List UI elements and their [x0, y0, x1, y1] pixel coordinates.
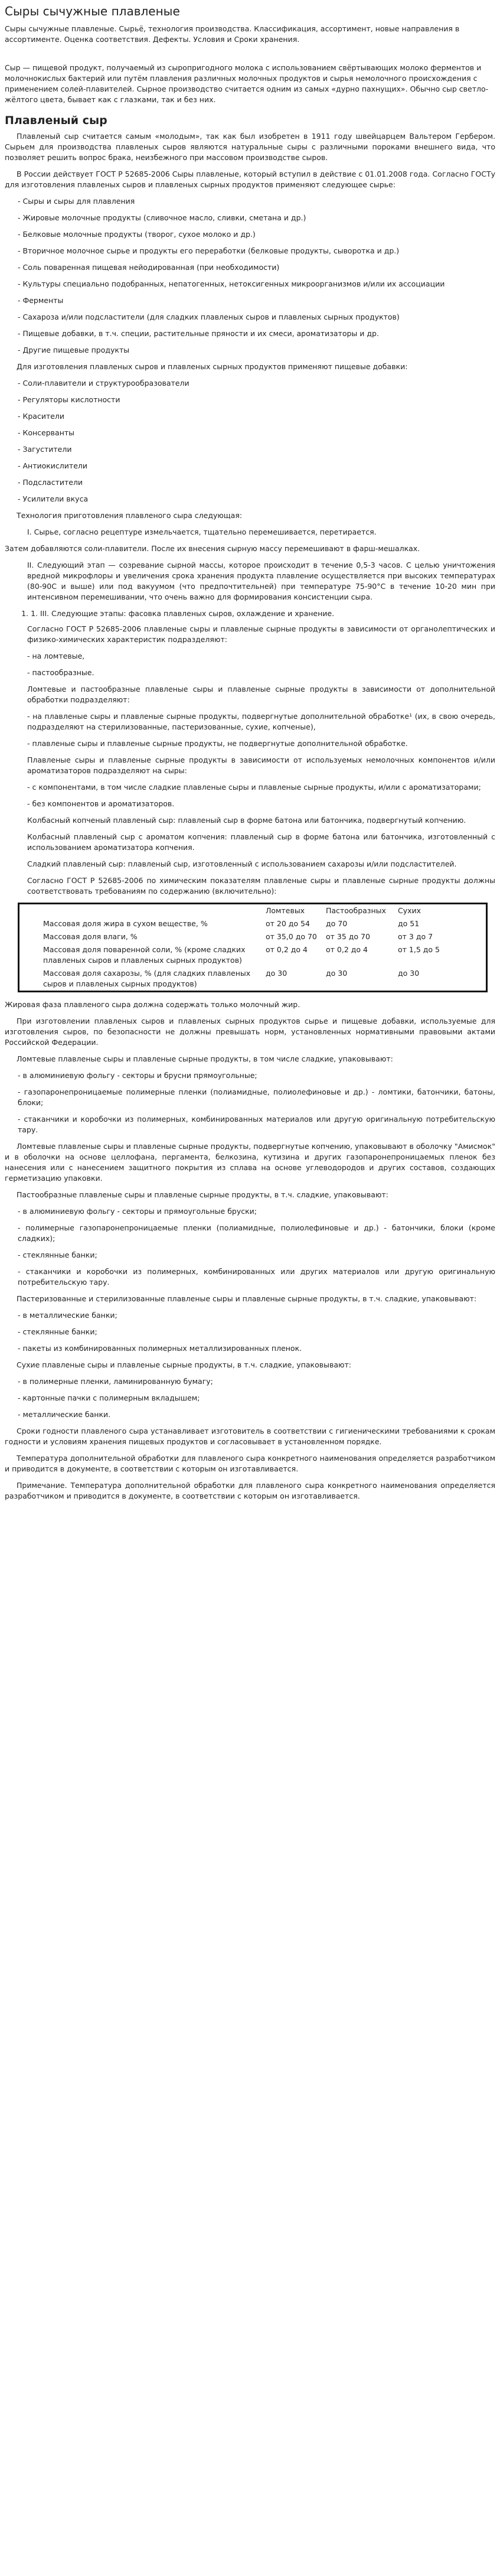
list-item: - Соль поваренная пищевая нейодированная (при необходимости): [18, 263, 280, 272]
list-item: - Загустители: [18, 445, 72, 454]
packaging-sterilized-intro: Пастеризованные и стерилизованные плавленые сыры и плавленые сырные продукты, в т.ч. сладкие, упаковывают:: [17, 1294, 477, 1303]
list-item: - в полимерные пленки, ламинированную бумагу;: [18, 1377, 213, 1386]
table-cell: от 1,5 до 5: [398, 945, 440, 954]
table-cell: Массовая доля жира в сухом веществе, %: [43, 919, 208, 928]
list-item: - Красители: [18, 412, 65, 421]
list-item: - стаканчики и коробочки из полимерных, комбинированных или других материалов или другую оригинальную потребительскую тару.: [18, 1267, 495, 1287]
table-cell: от 0,2 до 4: [326, 945, 368, 954]
definition-smoke-flavor: Колбасный плавленый сыр с ароматом копчения: плавленый сыр в форме батона или батончика, изготовленный с использованием ароматизатора копчения.: [27, 832, 495, 852]
list-item: - Другие пищевые продукты: [18, 346, 130, 354]
page-title: Сыры сычужные плавленые: [5, 4, 180, 18]
components-intro: Плавленые сыры и плавленые сырные продукты в зависимости от используемых немолочных компонентов и/или ароматизаторов подразделяют на сыры:: [27, 755, 495, 775]
table-cell: Массовая доля влаги, %: [43, 932, 138, 941]
list-item: - на ломтевые,: [27, 652, 85, 660]
table-row: [19, 967, 487, 992]
packaging-smoked: Ломтевые плавленые сыры и плавленые сырные продукты, подвергнутые копчению, упаковывают в оболочку "Амисмок" и в оболочки на основе целлофана, пергамента, белкозина, кутизина и других газопаронепроницаемых пленок без нанесения или с нанесением защитного покрытия из сплава на основе углеводородов и других составов, создающих герметизацию упаковки.: [5, 1142, 495, 1183]
list-item: - на плавленые сыры и плавленые сырные продукты, подвергнутые дополнительной обработке¹ (их, в свою очередь, подразделяют на стерилизованные, пастеризованные, сухие, копченые),: [27, 712, 495, 731]
packaging-paste-intro: Пастообразные плавленые сыры и плавленые сырные продукты, в т.ч. сладкие, упаковывают:: [17, 1190, 388, 1199]
safety-paragraph: При изготовлении плавленых сыров и плавленых сырных продуктов сырье и пищевые добавки, используемые для изготовления сыров, по безопасности не должны превышать норм, установленных нормативными правовыми актами Российской Федерации.: [5, 1017, 495, 1047]
table-header-row: [19, 904, 487, 918]
packaging-dry-intro: Сухие плавленые сыры и плавленые сырные продукты, в т.ч. сладкие, упаковывают:: [17, 1360, 352, 1369]
table-cell: до 51: [398, 919, 420, 928]
list-item: - металлические банки.: [18, 1410, 111, 1419]
list-item: - Белковые молочные продукты (творог, сухое молоко и др.): [18, 230, 256, 239]
nested-list: [31, 608, 495, 619]
tech-step-3: 1. 1. III. Следующие этапы: фасовка плавленых сыров, охлаждение и хранение.: [40, 608, 495, 619]
spacer: [5, 51, 495, 63]
list-item: - Сыры и сыры для плавления: [18, 197, 135, 206]
list-item: - Вторичное молочное сырье и продукты его переработки (белковые продукты, сыворотка и др.): [18, 246, 400, 255]
list-item: - газопаронепроницаемые полимерные пленки (полиамидные, полиолефиновые и др.) - ломтики, батончики, батоны, блоки;: [18, 1087, 495, 1107]
table-cell: от 35,0 до 70: [266, 932, 317, 941]
list-item: - Антиокислители: [18, 461, 88, 470]
list-item: - Консерванты: [18, 428, 75, 437]
list-item: - пастообразные.: [27, 668, 94, 677]
list-item: - с компонентами, в том числе сладкие плавленые сыры и плавленые сырные продукты, и/или с ароматизаторами;: [27, 783, 481, 792]
list-item: - Культуры специально подобранных, непатогенных, нетоксигенных микроорганизмов и/или их ассоциации: [18, 279, 445, 288]
tech-step-1: I. Сырье, согласно рецептуре измельчается, тщательно перемешивается, перетирается.: [27, 527, 377, 536]
table-header-cell: Пастообразных: [326, 906, 386, 915]
list-item: - в алюминиевую фольгу - секторы и прямоугольные бруски;: [18, 1207, 257, 1216]
definition-sweet: Сладкий плавленый сыр: плавленый сыр, изготовленный с использованием сахарозы и/или подсластителей.: [27, 859, 457, 868]
temperature-paragraph: Температура дополнительной обработки для плавленого сыра конкретного наименования определяется разработчиком и приводится в документе, в соответствии с которым он изготавливается.: [5, 1454, 495, 1473]
chemical-requirements-table: [18, 903, 488, 992]
gost-paragraph: В России действует ГОСТ Р 52685-2006 Сыры плавленые, который вступил в действие с 01.01.2008 года. Согласно ГОСТу для изготовления плавленых сыров и плавленых сырных продуктов применяют следующее сырье:: [5, 170, 495, 189]
table-row: [19, 917, 487, 930]
definition-smoked: Колбасный копченый плавленый сыр: плавленый сыр в форме батона или батончика, подвергнутый копчению.: [27, 816, 466, 825]
subtitle: Сыры сычужные плавленые. Сырьё, технология производства. Классификация, ассортимент, новые направления в ассортименте. Оценка соответствия. Дефекты. Условия и Сроки хранения.: [5, 24, 460, 44]
table-row: [19, 930, 487, 943]
fat-note: Жировая фаза плавленого сыра должна содержать только молочный жир.: [5, 1000, 300, 1009]
list-item: - Соли-плавители и структурообразователи: [18, 379, 189, 387]
treatment-intro: Ломтевые и пастообразные плавленые сыры и плавленые сырные продукты в зависимости от дополнительной обработки подразделяют:: [27, 685, 495, 704]
list-item: - стаканчики и коробочки из полимерных, комбинированных материалов или другую оригинальную потребительскую тару.: [18, 1115, 495, 1134]
table-cell: от 0,2 до 4: [266, 945, 308, 954]
raw-materials-list: [5, 196, 495, 356]
section-heading: Плавленый сыр: [5, 114, 107, 127]
list-item: - Регуляторы кислотности: [18, 395, 120, 404]
additives-intro: Для изготовления плавленых сыров и плавленых сырных продуктов применяют пищевые добавки:: [17, 362, 408, 371]
table-cell: от 35 до 70: [326, 932, 370, 941]
table-cell: до 30: [326, 969, 348, 978]
list-item: - без компонентов и ароматизаторов.: [27, 799, 175, 808]
table-cell: Массовая доля сахарозы, % (для сладких плавленых сыров и плавленых сырных продуктов): [43, 969, 251, 988]
list-item: - Ферменты: [18, 296, 64, 305]
additives-list: [5, 378, 495, 504]
list-item: - Подсластители: [18, 478, 83, 487]
table-header-cell: [19, 904, 263, 918]
list-item: - Сахароза и/или подсластители (для сладких плавленых сыров и плавленых сырных продуктов): [18, 312, 400, 321]
technology-intro: Технология приготовления плавленого сыра следующая:: [17, 511, 243, 520]
list-item: [31, 608, 495, 619]
list-item: - полимерные газопаронепроницаемые пленки (полиамидные, полиолефиновые и др.) - батончики, блоки (кроме сладких);: [18, 1223, 495, 1243]
table-header-cell: Ломтевых: [266, 906, 305, 915]
table-intro: Согласно ГОСТ Р 52685-2006 по химическим показателям плавленые сыры и плавленые сырные продукты должны соответствовать требованиям по содержанию (включительно):: [27, 876, 495, 895]
table-cell: до 30: [398, 969, 420, 978]
table-cell: Массовая доля поваренной соли, % (кроме сладких плавленых сыров и плавленых сырных продуктов): [43, 945, 246, 965]
list-item: - пакеты из комбинированных полимерных металлизированных пленок.: [18, 1344, 302, 1353]
list-item: - в металлические банки;: [18, 1311, 117, 1320]
list-item: - Усилители вкуса: [18, 494, 89, 503]
shelf-life-paragraph: Сроки годности плавленого сыра устанавливает изготовитель в соответствии с гигиеническими требованиями к срокам годности и условиям хранения пищевых продуктов и согласовывает в установленном порядке.: [5, 1427, 495, 1446]
tech-step-2: II. Следующий этап — созревание сырной массы, которое происходит в течение 0,5-3 часов. С целью уничтожения вредной микрофлоры и увеличения срока хранения продукта плавление осуществляется при высоких температурах (80-90С и выше) или под вакуумом (что предпочтительней) при температуре 75-90°С в течение 10-20 мин при интенсивном перемешивании, что очень важно для формирования консистенции сыра.: [27, 561, 495, 601]
table-row: [19, 943, 487, 967]
list-item: - картонные пачки с полимерным вкладышем;: [18, 1393, 200, 1402]
tech-step-1-continued: Затем добавляются соли-плавители. После их внесения сырную массу перемешивают в фарш-мешалках.: [5, 544, 420, 553]
history-paragraph: Плавленый сыр считается самым «молодым», так как был изобретен в 1911 году швейцарцем Вальтером Гербером. Сырьем для производства плавленых сыров являются натуральные сыры с различными пороками внешнего вида, что позволяет решить вопрос брака, неизбежного при массовом производстве сыров.: [5, 132, 495, 162]
list-item: - Жировые молочные продукты (сливочное масло, сливки, сметана и др.): [18, 213, 306, 222]
table-cell: от 3 до 7: [398, 932, 433, 941]
list-item: - в алюминиевую фольгу - секторы и брусни прямоугольные;: [18, 1071, 257, 1080]
list-item: - стеклянные банки;: [18, 1250, 97, 1259]
table-cell: до 30: [266, 969, 287, 978]
table-header-cell: Сухих: [398, 906, 421, 915]
table-cell: до 70: [326, 919, 348, 928]
tech-step-3-list: [5, 608, 495, 619]
footnote: Примечание. Температура дополнительной обработки для плавленого сыра конкретного наименования определяется разработчиком и приводится в документе, в соответствии с которым он изготавливается.: [5, 1481, 495, 1500]
list-item: - стеклянные банки;: [18, 1327, 97, 1336]
list-item: - плавленые сыры и плавленые сырные продукты, не подвергнутые дополнительной обработке.: [27, 739, 408, 748]
table-cell: от 20 до 54: [266, 919, 310, 928]
list-item: - Пищевые добавки, в т.ч. специи, растительные пряности и их смеси, ароматизаторы и др.: [18, 329, 379, 338]
intro-paragraph: Сыр — пищевой продукт, получаемый из сыропригодного молока с использованием свёртывающих молоко ферментов и молочнокислых бактерий или путём плавления различных молочных продуктов и сырья немолочного происхождения с применением солей-плавителей. Сырное производство считается одним из самых «дурно пахнущих». Обычно сыр светло-жёлтого цвета, бывает как с глазками, так и без них.: [5, 63, 489, 104]
consistency-intro: Согласно ГОСТ Р 52685-2006 плавленые сыры и плавленые сырные продукты в зависимости от органолептических и физико-химических характеристик подразделяют:: [27, 624, 495, 644]
packaging-slice-intro: Ломтевые плавленые сыры и плавленые сырные продукты, в том числе сладкие, упаковывают:: [17, 1054, 393, 1063]
